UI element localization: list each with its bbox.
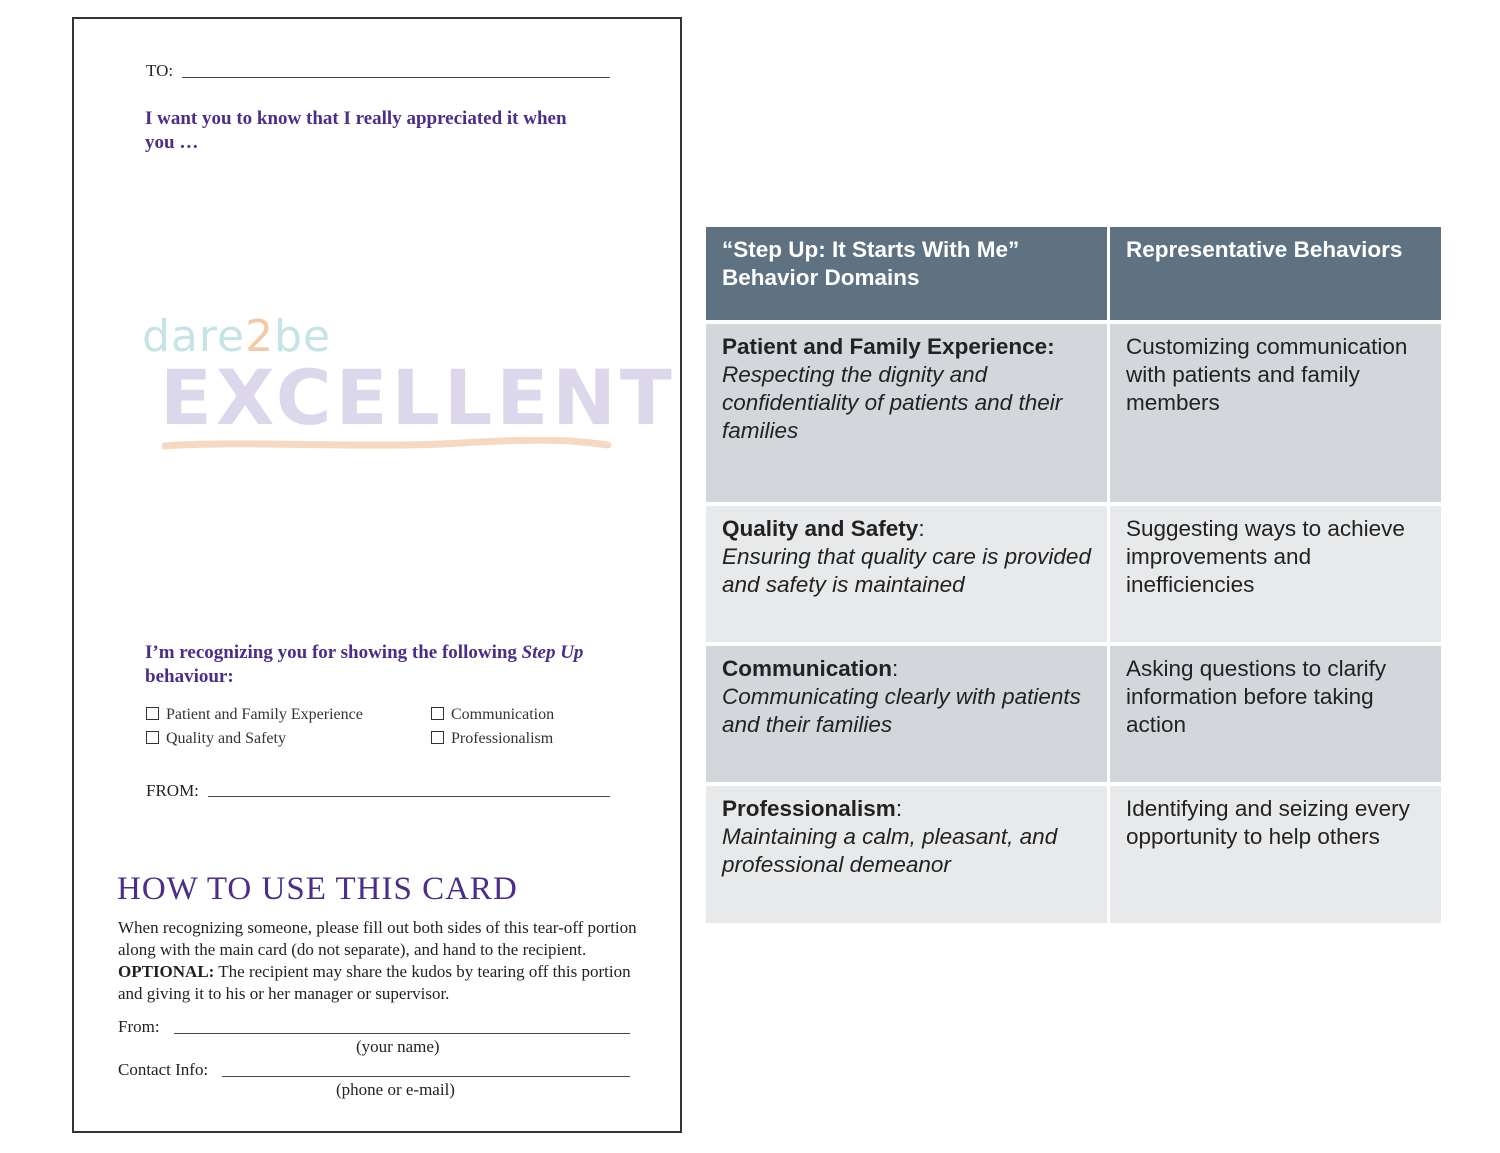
recognition-card <box>72 17 682 1133</box>
your-name-hint: (your name) <box>356 1037 440 1056</box>
checkbox-professionalism[interactable]: Professionalism <box>431 727 553 751</box>
domain-name: Professionalism <box>722 796 896 821</box>
checkbox-icon[interactable] <box>431 731 444 744</box>
domain-description: Ensuring that quality care is provided and safety is maintained <box>722 544 1091 597</box>
to-label: TO: <box>146 61 174 80</box>
checkbox-communication[interactable]: Communication <box>431 703 554 727</box>
domain-name-line: Professionalism: <box>722 796 903 821</box>
behavior-cell: Customizing communication with patients and family members <box>1110 324 1441 502</box>
domain-name-line: Quality and Safety: <box>722 516 925 541</box>
domain-description: Communicating clearly with patients and their families <box>722 684 1081 737</box>
behavior-cell: Suggesting ways to achieve improvements and inefficiencies <box>1110 506 1441 642</box>
contact-info-line[interactable] <box>222 1076 630 1077</box>
dare2be-excellent-logo <box>142 311 676 471</box>
howto-instructions: When recognizing someone, please fill out both sides of this tear-off portion along with the main card (do not separate), and hand to the recipient. OPTIONAL: The recipient may share the kudos by tearing off this portion and giving it to his or her manager or supervisor. <box>118 918 637 1003</box>
logo-brushstroke-icon <box>162 437 612 453</box>
recognize-heading: I’m recognizing you for showing the following Step Up behaviour: <box>145 642 584 687</box>
footer-from-label: From: <box>118 1017 160 1036</box>
appreciation-heading: I want you to know that I really appreciated it when you … <box>145 108 567 153</box>
table-header-row <box>706 227 1441 320</box>
domain-description: Maintaining a calm, pleasant, and professional demeanor <box>722 824 1058 877</box>
domain-cell <box>706 506 1107 642</box>
behavior-cell: Identifying and seizing every opportunity to help others <box>1110 786 1441 923</box>
to-line[interactable] <box>182 77 610 78</box>
table-row <box>706 324 1441 502</box>
logo-wordmark: EXCELLENT <box>160 353 676 442</box>
checkbox-icon[interactable] <box>431 707 444 720</box>
logo-tagline: dare2be <box>142 311 332 362</box>
domain-cell <box>706 646 1107 782</box>
domain-name-line: Communication: <box>722 656 899 681</box>
checkbox-patient-family[interactable]: Patient and Family Experience <box>146 703 363 727</box>
header-behaviors: Representative Behaviors <box>1110 227 1441 320</box>
table-row <box>706 506 1441 642</box>
checkbox-icon[interactable] <box>146 731 159 744</box>
table-row <box>706 646 1441 782</box>
behavior-domains-table <box>706 227 1441 927</box>
howto-title: HOW TO USE THIS CARD <box>117 871 518 907</box>
domain-description: Respecting the dignity and confidentiality of patients and their families <box>722 362 1063 443</box>
domain-name: Communication <box>722 656 893 681</box>
domain-name: Patient and Family Experience: <box>722 334 1055 359</box>
domain-cell <box>706 786 1107 923</box>
behavior-cell: Asking questions to clarify information before taking action <box>1110 646 1441 782</box>
checkbox-quality-safety[interactable]: Quality and Safety <box>146 727 286 751</box>
domain-name: Quality and Safety <box>722 516 919 541</box>
from-label: FROM: <box>146 781 199 800</box>
from-line[interactable] <box>208 796 610 797</box>
domain-cell <box>706 324 1107 502</box>
checkbox-icon[interactable] <box>146 707 159 720</box>
footer-from-line[interactable] <box>174 1033 630 1034</box>
contact-hint: (phone or e-mail) <box>336 1080 455 1099</box>
table-row <box>706 786 1441 923</box>
header-domains: “Step Up: It Starts With Me” Behavior Domains <box>706 227 1107 320</box>
contact-info-label: Contact Info: <box>118 1060 209 1079</box>
